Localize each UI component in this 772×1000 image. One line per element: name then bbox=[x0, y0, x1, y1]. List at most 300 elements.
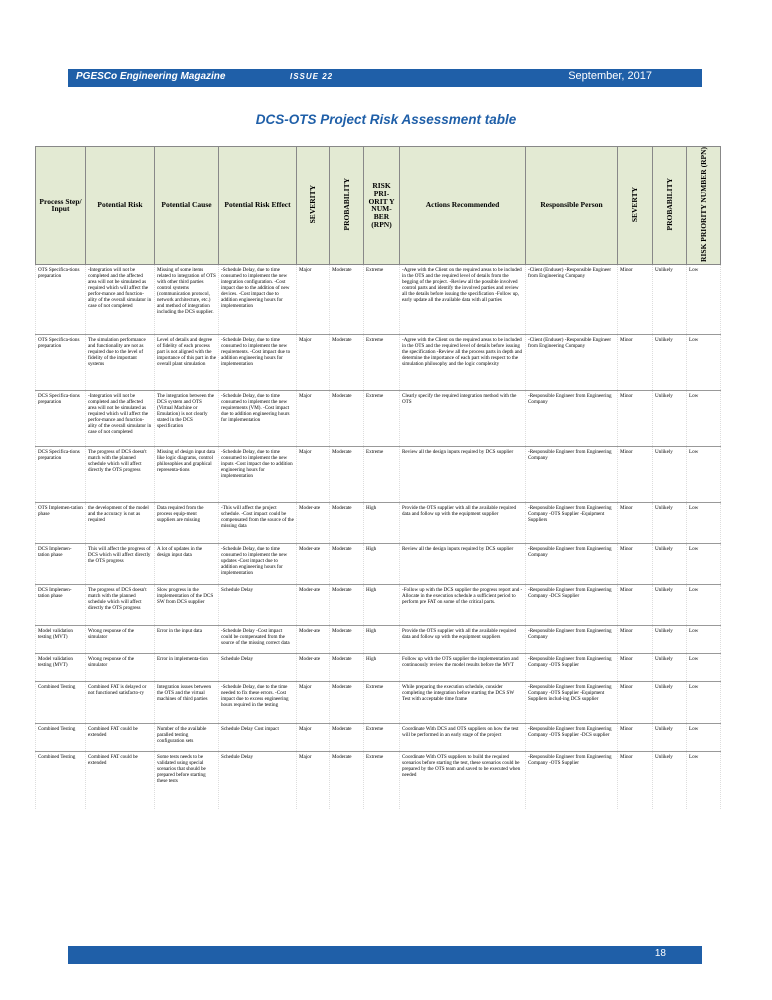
cell-text: Extreme bbox=[366, 448, 384, 455]
cell-text: Major bbox=[299, 392, 312, 399]
cell-text: High bbox=[366, 586, 377, 593]
cell-text: Combined Testing bbox=[38, 725, 76, 732]
cell-text: The progress of DCS doesn't match with the planned schedule which will affect directly the OTS progress bbox=[88, 448, 147, 473]
cell-potential-cause bbox=[155, 446, 219, 502]
cell-responsible-person bbox=[526, 390, 618, 446]
cell-text: Moder-ate bbox=[299, 504, 321, 511]
cell-risk-effect bbox=[219, 446, 297, 502]
table-header-row bbox=[36, 147, 721, 265]
cell-text: Integration issues between the OTS and the virtual machines of third parties bbox=[157, 683, 212, 702]
cell-probability bbox=[330, 681, 364, 723]
cell-potential-risk bbox=[86, 543, 155, 584]
cell-rpn bbox=[364, 502, 400, 543]
page-title: DCS-OTS Project Risk Assessment table bbox=[255, 112, 517, 127]
col-header-residual-severity: SEVERTY bbox=[618, 147, 653, 265]
cell-residual-probability bbox=[653, 653, 687, 681]
risk-table-body bbox=[36, 264, 721, 809]
cell-potential-cause bbox=[155, 334, 219, 390]
cell-responsible-person bbox=[526, 625, 618, 653]
cell-text: Unlikely bbox=[655, 545, 673, 552]
cell-potential-risk bbox=[86, 446, 155, 502]
cell-risk-effect bbox=[219, 681, 297, 723]
cell-risk-effect bbox=[219, 390, 297, 446]
cell-rpn bbox=[364, 625, 400, 653]
col-header-rpn: RISK PRI-ORIT Y NUM-BER (RPN) bbox=[364, 147, 400, 265]
cell-text: Major bbox=[299, 753, 312, 760]
cell-text: Schedule Delay bbox=[221, 655, 254, 662]
footer-bar bbox=[68, 946, 702, 964]
cell-text: Minor bbox=[620, 655, 633, 662]
cell-severity bbox=[297, 584, 330, 625]
cell-residual-severity bbox=[618, 334, 653, 390]
cell-residual-severity bbox=[618, 625, 653, 653]
cell-responsible-person bbox=[526, 543, 618, 584]
cell-residual-probability bbox=[653, 723, 687, 751]
risk-assessment-table bbox=[35, 146, 721, 809]
cell-text: Low bbox=[689, 683, 699, 690]
cell-text: Unlikely bbox=[655, 266, 673, 273]
cell-text: -Responsible Engineer from Engineering Company -OTS Supplier bbox=[528, 655, 612, 668]
cell-rpn bbox=[364, 723, 400, 751]
cell-potential-cause bbox=[155, 723, 219, 751]
cell-risk-effect bbox=[219, 543, 297, 584]
cell-text: Unlikely bbox=[655, 586, 673, 593]
cell-residual-severity bbox=[618, 390, 653, 446]
cell-actions-recommended bbox=[400, 584, 526, 625]
cell-residual-probability bbox=[653, 334, 687, 390]
cell-text: -Responsible Engineer from Engineering Company bbox=[528, 545, 612, 558]
col-header-residual-rpn: RISK PRIORITY NUMBER (RPN) bbox=[687, 147, 721, 265]
cell-text: Minor bbox=[620, 448, 633, 455]
cell-rpn bbox=[364, 681, 400, 723]
cell-risk-effect bbox=[219, 502, 297, 543]
cell-text: Coordinate With OTS suppliers to build the required scenarios before starting the test, these scenarios could be prepared by the OTS team and saved to be executed when needed bbox=[402, 753, 521, 778]
cell-potential-cause bbox=[155, 751, 219, 809]
col-header-severity: SEVERITY bbox=[297, 147, 330, 265]
cell-text: Unlikely bbox=[655, 336, 673, 343]
cell-process-step bbox=[36, 584, 86, 625]
cell-text: DCS Specifica-tions preparation bbox=[38, 392, 80, 405]
col-header-responsible-person: Responsible Person bbox=[526, 147, 618, 265]
cell-text: -Client (Enduser) -Responsible Engineer from Engineering Company bbox=[528, 336, 612, 349]
cell-actions-recommended bbox=[400, 681, 526, 723]
cell-severity bbox=[297, 653, 330, 681]
cell-text: Follow up with the OTS supplier the implementation and continuously review the model results before the MVT bbox=[402, 655, 519, 668]
cell-residual-severity bbox=[618, 584, 653, 625]
cell-text: The simulation performance and functionality are not as required due to the level of fidelity of the important systems bbox=[88, 336, 146, 367]
cell-text: -Follow up with the DCS supplier the progress report and -Allocate in the execution schedule a sufficient period to perform pre FAT on some of the critical parts. bbox=[402, 586, 523, 605]
cell-residual-rpn bbox=[687, 625, 721, 653]
cell-severity bbox=[297, 502, 330, 543]
cell-potential-risk bbox=[86, 334, 155, 390]
cell-text: -Agree with the Client on the required areas to be included in the OTS and the required level of details before issuing the specification -Review all the process parts in depth and determine the importance of each part with respect to the simulation philosophy and the logic complexity bbox=[402, 336, 523, 367]
cell-text: Review all the design inputs required by DCS supplier bbox=[402, 545, 514, 552]
cell-actions-recommended bbox=[400, 625, 526, 653]
cell-probability bbox=[330, 390, 364, 446]
table-row bbox=[36, 264, 721, 334]
cell-text: Provide the OTS supplier with all the available required data and follow up with the equipment suppliers bbox=[402, 627, 517, 640]
cell-actions-recommended bbox=[400, 653, 526, 681]
cell-actions-recommended bbox=[400, 390, 526, 446]
cell-text: The integration between the DCS system and OTS (Virtual Machine or Emulation) is not clearly stated in the DCS specification bbox=[157, 392, 214, 429]
cell-residual-rpn bbox=[687, 681, 721, 723]
cell-text: Low bbox=[689, 655, 699, 662]
cell-text: Number of the available paralled testing configuration sets bbox=[157, 725, 207, 744]
cell-process-step bbox=[36, 653, 86, 681]
cell-potential-cause bbox=[155, 502, 219, 543]
cell-residual-probability bbox=[653, 390, 687, 446]
cell-text: Minor bbox=[620, 753, 633, 760]
cell-text: Extreme bbox=[366, 392, 384, 399]
cell-text: -Schedule Delay, due to time consumed to implement the new updates -Cost impact due to addition engineering hours for implementation bbox=[221, 545, 288, 576]
cell-text: Extreme bbox=[366, 725, 384, 732]
cell-text: Unlikely bbox=[655, 448, 673, 455]
cell-risk-effect bbox=[219, 584, 297, 625]
table-row bbox=[36, 446, 721, 502]
cell-text: Combined FAT could be extended bbox=[88, 725, 138, 738]
cell-text: Level of details and degree of fidelity of each process part is not aligned with the importance of this part in the overall plant simulation bbox=[157, 336, 216, 367]
cell-residual-probability bbox=[653, 264, 687, 334]
page-number: 18 bbox=[654, 948, 666, 959]
cell-potential-risk bbox=[86, 264, 155, 334]
cell-residual-severity bbox=[618, 653, 653, 681]
cell-severity bbox=[297, 625, 330, 653]
cell-text: A lot of updates in the design input data bbox=[157, 545, 203, 558]
cell-residual-probability bbox=[653, 502, 687, 543]
cell-text: -Client (Enduser) -Responsible Engineer from Engineering Company bbox=[528, 266, 612, 279]
cell-text: Minor bbox=[620, 392, 633, 399]
cell-text: Low bbox=[689, 586, 699, 593]
cell-severity bbox=[297, 681, 330, 723]
cell-text: Extreme bbox=[366, 336, 384, 343]
col-header-residual-probability: PROBABILITY bbox=[653, 147, 687, 265]
cell-residual-severity bbox=[618, 264, 653, 334]
cell-text: OTS Implemen-tation phase bbox=[38, 504, 83, 517]
cell-text: Moderate bbox=[332, 504, 352, 511]
cell-residual-probability bbox=[653, 681, 687, 723]
cell-severity bbox=[297, 390, 330, 446]
cell-text: -Schedule Delay -Cost impact could be compensated from the source of the missing correct data bbox=[221, 627, 290, 646]
magazine-name: PGESCo Engineering Magazine bbox=[76, 71, 226, 82]
cell-rpn bbox=[364, 653, 400, 681]
cell-actions-recommended bbox=[400, 751, 526, 809]
cell-residual-severity bbox=[618, 543, 653, 584]
cell-process-step bbox=[36, 264, 86, 334]
cell-text: Moder-ate bbox=[299, 655, 321, 662]
issue-date: September, 2017 bbox=[568, 70, 652, 82]
cell-text: Model validation testing (MVT) bbox=[38, 627, 73, 640]
cell-text: Schedule Delay bbox=[221, 753, 254, 760]
cell-text: Low bbox=[689, 504, 699, 511]
cell-text: -Responsible Engineer from Engineering Company -OTS Supplier -Equipment Suppliers includ-ing DCS supplier bbox=[528, 683, 612, 702]
cell-process-step bbox=[36, 723, 86, 751]
cell-text: High bbox=[366, 545, 377, 552]
table-row bbox=[36, 681, 721, 723]
cell-text: Minor bbox=[620, 266, 633, 273]
cell-text: -Integration will not be completed and the affected area will not be simulated as required which will affect the perfor-mance and function-ality of the overall simulator in case of not completed bbox=[88, 392, 152, 435]
cell-residual-rpn bbox=[687, 723, 721, 751]
cell-probability bbox=[330, 446, 364, 502]
cell-text: Low bbox=[689, 266, 699, 273]
cell-text: Low bbox=[689, 392, 699, 399]
cell-text: Unlikely bbox=[655, 725, 673, 732]
cell-process-step bbox=[36, 625, 86, 653]
cell-text: Moderate bbox=[332, 586, 352, 593]
cell-text: OTS Specifica-tions preparation bbox=[38, 336, 80, 349]
cell-risk-effect bbox=[219, 625, 297, 653]
cell-process-step bbox=[36, 681, 86, 723]
cell-text: Minor bbox=[620, 336, 633, 343]
cell-actions-recommended bbox=[400, 723, 526, 751]
cell-probability bbox=[330, 502, 364, 543]
cell-text: -Schedule Delay, due to time consumed to implement the new requirements (VM). -Cost impact due to addition engineering hours for implementation bbox=[221, 392, 290, 423]
table-row bbox=[36, 653, 721, 681]
cell-text: Low bbox=[689, 753, 699, 760]
cell-potential-cause bbox=[155, 543, 219, 584]
cell-text: Review all the design inputs required by DCS supplier bbox=[402, 448, 514, 455]
cell-responsible-person bbox=[526, 334, 618, 390]
table-row bbox=[36, 625, 721, 653]
cell-text: Moderate bbox=[332, 683, 352, 690]
cell-residual-probability bbox=[653, 625, 687, 653]
cell-potential-cause bbox=[155, 625, 219, 653]
cell-text: High bbox=[366, 655, 377, 662]
cell-text: This will affect the progress of DCS which will affect directly the OTS progress bbox=[88, 545, 151, 564]
cell-text: -Responsible Engineer from Engineering Company -DCS Supplier bbox=[528, 586, 612, 599]
cell-text: Provide the OTS supplier with all the available required data and follow up with the equipment supplier bbox=[402, 504, 517, 517]
cell-actions-recommended bbox=[400, 543, 526, 584]
cell-text: Unlikely bbox=[655, 392, 673, 399]
table-row bbox=[36, 723, 721, 751]
cell-risk-effect bbox=[219, 334, 297, 390]
cell-severity bbox=[297, 543, 330, 584]
cell-process-step bbox=[36, 502, 86, 543]
cell-text: Data required from the process equip-ment suppliers are missing bbox=[157, 504, 204, 523]
cell-probability bbox=[330, 625, 364, 653]
cell-process-step bbox=[36, 446, 86, 502]
cell-residual-probability bbox=[653, 751, 687, 809]
cell-potential-cause bbox=[155, 653, 219, 681]
cell-potential-risk bbox=[86, 681, 155, 723]
cell-residual-rpn bbox=[687, 543, 721, 584]
cell-probability bbox=[330, 543, 364, 584]
cell-text: Unlikely bbox=[655, 655, 673, 662]
cell-probability bbox=[330, 723, 364, 751]
cell-text: -Agree with the Client on the required areas to be included in the OTS and the required level of details from the begging of the project. -Review all the possible involved control parts and identify the involved parties and review all the details before issuing the specification -Follow up, early update all the available data with all parties bbox=[402, 266, 522, 303]
cell-risk-effect bbox=[219, 723, 297, 751]
cell-text: Minor bbox=[620, 725, 633, 732]
cell-text: Moderate bbox=[332, 392, 352, 399]
cell-text: Schedule Delay Cost impact bbox=[221, 725, 279, 732]
issue-number: ISSUE 22 bbox=[290, 72, 334, 81]
cell-text: Moderate bbox=[332, 545, 352, 552]
cell-responsible-person bbox=[526, 446, 618, 502]
col-header-potential-risk: Potential Risk bbox=[86, 147, 155, 265]
cell-potential-risk bbox=[86, 751, 155, 809]
cell-residual-probability bbox=[653, 543, 687, 584]
table-row bbox=[36, 751, 721, 809]
col-header-process-step: Process Step/ Input bbox=[36, 147, 86, 265]
cell-rpn bbox=[364, 751, 400, 809]
cell-text: Error in the input data bbox=[157, 627, 202, 634]
cell-probability bbox=[330, 584, 364, 625]
cell-text: High bbox=[366, 627, 377, 634]
cell-text: the development of the model and the accuracy is not as required bbox=[88, 504, 149, 523]
cell-text: Unlikely bbox=[655, 627, 673, 634]
cell-responsible-person bbox=[526, 584, 618, 625]
cell-text: Low bbox=[689, 627, 699, 634]
cell-residual-rpn bbox=[687, 446, 721, 502]
cell-text: Moderate bbox=[332, 336, 352, 343]
table-row bbox=[36, 334, 721, 390]
cell-residual-rpn bbox=[687, 584, 721, 625]
cell-text: While preparing the execution schedule, consider completing the integration before starting the DCS SW Test with acceptable time frame bbox=[402, 683, 515, 702]
cell-text: -Responsible Engineer from Engineering Company bbox=[528, 448, 612, 461]
cell-severity bbox=[297, 334, 330, 390]
cell-residual-severity bbox=[618, 751, 653, 809]
cell-responsible-person bbox=[526, 681, 618, 723]
cell-severity bbox=[297, 264, 330, 334]
cell-process-step bbox=[36, 334, 86, 390]
cell-text: The progress of DCS doesn't match with the planned schedule which will affect directly the OTS progress bbox=[88, 586, 147, 611]
cell-potential-risk bbox=[86, 653, 155, 681]
cell-text: Unlikely bbox=[655, 683, 673, 690]
cell-text: Major bbox=[299, 725, 312, 732]
cell-text: Minor bbox=[620, 504, 633, 511]
cell-text: Unlikely bbox=[655, 753, 673, 760]
cell-severity bbox=[297, 446, 330, 502]
cell-text: Low bbox=[689, 336, 699, 343]
cell-rpn bbox=[364, 584, 400, 625]
cell-text: Extreme bbox=[366, 266, 384, 273]
cell-text: -Schedule Delay, due to time consumed to implement the new inputs -Cost impact due to addition engineering hours for implementation bbox=[221, 448, 293, 479]
cell-process-step bbox=[36, 543, 86, 584]
cell-text: Minor bbox=[620, 586, 633, 593]
cell-text: Extreme bbox=[366, 753, 384, 760]
cell-text: Model validation testing (MVT) bbox=[38, 655, 73, 668]
cell-residual-rpn bbox=[687, 334, 721, 390]
cell-risk-effect bbox=[219, 264, 297, 334]
cell-residual-severity bbox=[618, 723, 653, 751]
cell-probability bbox=[330, 751, 364, 809]
cell-potential-risk bbox=[86, 390, 155, 446]
cell-process-step bbox=[36, 751, 86, 809]
cell-text: Wrong response of the simulator bbox=[88, 627, 135, 640]
cell-actions-recommended bbox=[400, 264, 526, 334]
cell-responsible-person bbox=[526, 723, 618, 751]
cell-risk-effect bbox=[219, 751, 297, 809]
cell-residual-rpn bbox=[687, 502, 721, 543]
cell-residual-rpn bbox=[687, 390, 721, 446]
col-header-potential-cause: Potential Cause bbox=[155, 147, 219, 265]
cell-text: Extreme bbox=[366, 683, 384, 690]
header-bar bbox=[68, 69, 702, 87]
cell-potential-risk bbox=[86, 625, 155, 653]
cell-text: Missing of design input data like logic diagrams, control philosophies and graphical representa-tions bbox=[157, 448, 216, 473]
cell-text: Combined FAT could be extended bbox=[88, 753, 138, 766]
cell-text: Moderate bbox=[332, 725, 352, 732]
cell-text: OTS Specifica-tions preparation bbox=[38, 266, 80, 279]
cell-residual-probability bbox=[653, 584, 687, 625]
cell-text: Major bbox=[299, 448, 312, 455]
cell-residual-severity bbox=[618, 502, 653, 543]
cell-severity bbox=[297, 751, 330, 809]
cell-potential-cause bbox=[155, 264, 219, 334]
cell-potential-cause bbox=[155, 390, 219, 446]
cell-text: Minor bbox=[620, 545, 633, 552]
cell-text: Minor bbox=[620, 683, 633, 690]
cell-text: Major bbox=[299, 336, 312, 343]
cell-text: DCS Implemen-tation phase bbox=[38, 545, 72, 558]
cell-text: -Responsible Engineer from Engineering Company bbox=[528, 392, 612, 405]
cell-text: -Schedule Delay, due to time consumed to implement the new integration configuration. -Cost impact due to the addition of new devices. -Cost impact due to addition engineering hours for implementation bbox=[221, 266, 290, 309]
cell-text: -Schedule Delay, due to the time needed to fix these errors. -Cost impact due to excess engineering hours required in the testing bbox=[221, 683, 289, 708]
cell-severity bbox=[297, 723, 330, 751]
col-header-risk-effect: Potential Risk Effect bbox=[219, 147, 297, 265]
cell-text: -Responsible Engineer from Engineering Company -OTS Supplier -Equipment Suppliers bbox=[528, 504, 612, 523]
cell-text: Low bbox=[689, 448, 699, 455]
cell-responsible-person bbox=[526, 751, 618, 809]
cell-text: Moder-ate bbox=[299, 545, 321, 552]
cell-text: Coordinate With DCS and OTS suppliers on how the test will be performed in an early stage of the project bbox=[402, 725, 519, 738]
cell-text: -Integration will not be completed and the affected area will not be simulated as required which will affect the perfor-mance and function-ality of the overall simulator in case of not completed bbox=[88, 266, 152, 309]
cell-probability bbox=[330, 334, 364, 390]
table-row bbox=[36, 502, 721, 543]
cell-residual-rpn bbox=[687, 751, 721, 809]
cell-text: -Responsible Engineer from Engineering Company -OTS Supplier bbox=[528, 753, 612, 766]
cell-text: Combined Testing bbox=[38, 753, 76, 760]
cell-residual-rpn bbox=[687, 653, 721, 681]
cell-text: Moderate bbox=[332, 655, 352, 662]
cell-residual-severity bbox=[618, 446, 653, 502]
cell-text: -Responsible Engineer from Engineering Company bbox=[528, 627, 612, 640]
cell-text: Minor bbox=[620, 627, 633, 634]
cell-actions-recommended bbox=[400, 446, 526, 502]
col-header-actions: Actions Recommended bbox=[400, 147, 526, 265]
cell-text: -Schedule Delay, due to time consumed to implement the new requirements. -Cost impact due to addition engineering hours for implementation bbox=[221, 336, 291, 367]
cell-text: Moderate bbox=[332, 753, 352, 760]
cell-text: Error in implementa-tion bbox=[157, 655, 208, 662]
cell-text: Moder-ate bbox=[299, 586, 321, 593]
cell-potential-cause bbox=[155, 584, 219, 625]
table-row bbox=[36, 390, 721, 446]
cell-actions-recommended bbox=[400, 502, 526, 543]
col-header-probability: PROBABILITY bbox=[330, 147, 364, 265]
cell-text: Moderate bbox=[332, 627, 352, 634]
cell-text: Moderate bbox=[332, 266, 352, 273]
cell-residual-rpn bbox=[687, 264, 721, 334]
cell-residual-probability bbox=[653, 446, 687, 502]
cell-text: Combined Testing bbox=[38, 683, 76, 690]
cell-rpn bbox=[364, 390, 400, 446]
cell-text: Missing of some items related to integration of OTS with other third parties control systems (communication protocol, network architecture, etc.) and method of integration including the DCS supplier. bbox=[157, 266, 216, 315]
cell-text: Moderate bbox=[332, 448, 352, 455]
cell-probability bbox=[330, 653, 364, 681]
cell-text: Unlikely bbox=[655, 504, 673, 511]
cell-rpn bbox=[364, 543, 400, 584]
cell-text: Major bbox=[299, 266, 312, 273]
cell-text: DCS Specifica-tions preparation bbox=[38, 448, 80, 461]
cell-text: Major bbox=[299, 683, 312, 690]
cell-residual-severity bbox=[618, 681, 653, 723]
cell-responsible-person bbox=[526, 502, 618, 543]
cell-potential-risk bbox=[86, 584, 155, 625]
cell-responsible-person bbox=[526, 653, 618, 681]
cell-text: DCS Implemen-tation phase bbox=[38, 586, 72, 599]
cell-rpn bbox=[364, 264, 400, 334]
cell-text: Combined FAT is delayed or not functioned satisfacto-ry bbox=[88, 683, 147, 696]
cell-text: High bbox=[366, 504, 377, 511]
